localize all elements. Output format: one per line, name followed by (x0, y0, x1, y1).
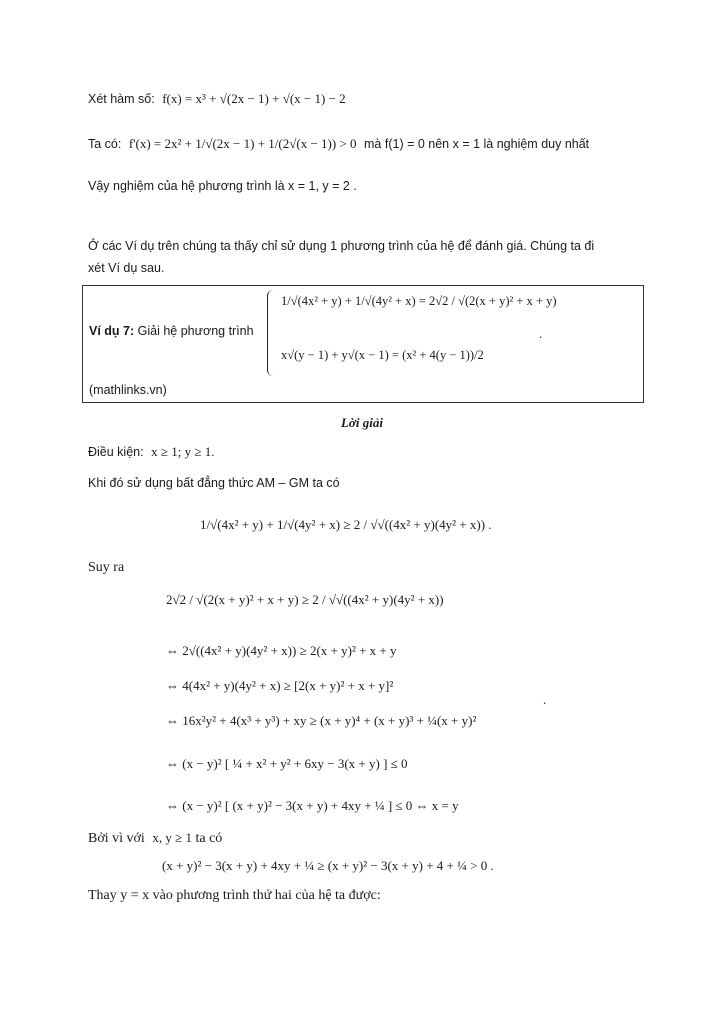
boi-vi-suffix: ta có (195, 831, 223, 846)
condition-math: x ≥ 1; y ≥ 1. (151, 444, 215, 459)
derivation-step-5: ⇔ (x − y)² [ (x + y)² − 3(x + y) + 4xy + ¼ ] ≤ 0 ⇔ x = y (166, 798, 459, 813)
boi-vi-line (88, 830, 222, 847)
suy-ra-label: Suy ra (88, 560, 125, 575)
intro-line-2 (88, 136, 589, 152)
amgm-inequality: 1/√(4x² + y) + 1/√(4y² + x) ≥ 2 / √√((4x² + y)(4y² + x)) . (200, 517, 492, 532)
system-brace (267, 290, 276, 376)
substitution-line: Thay y = x vào phương trình thứ hai của hệ ta được: (88, 888, 381, 903)
amgm-line: Khi đó sử dụng bất đẳng thức AM – GM ta có (88, 476, 340, 490)
derivation-step-2: ⇔ 4(4x² + y)(4y² + x) ≥ [2(x + y)² + x + y]² (166, 678, 394, 693)
intro-line-1 (88, 91, 346, 107)
intro-line-2-math: f'(x) = 2x² + 1/√(2x − 1) + 1/(2√(x − 1)) > 0 (128, 136, 357, 151)
system-equation-1: 1/√(4x² + y) + 1/√(4y² + x) = 2√2 / √(2(x + y)² + x + y) (281, 294, 557, 308)
intro-line-3: Vậy nghiệm của hệ phương trình là x = 1, y = 2 . (88, 179, 357, 193)
derivation-step-4: ⇔ (x − y)² [ ¼ + x² + y² + 6xy − 3(x + y) ] ≤ 0 (166, 756, 408, 771)
example-label: Ví dụ 7: (89, 324, 135, 338)
positivity-inequality: (x + y)² − 3(x + y) + 4xy + ¼ ≥ (x + y)² − 3(x + y) + 4 + ¼ > 0 . (162, 858, 494, 873)
intro-line-2-suffix: mà f(1) = 0 nên x = 1 là nghiệm duy nhất (364, 137, 590, 151)
intro-line-2-label: Ta có: (88, 137, 122, 151)
boi-vi-label: Bởi vì với (88, 831, 145, 846)
derivation-step-1: ⇔ 2√((4x² + y)(4y² + x)) ≥ 2(x + y)² + x + y (166, 643, 397, 658)
derivation-period: . (543, 692, 547, 707)
example-source: (mathlinks.vn) (89, 383, 167, 397)
observation-line-1: Ở các Ví dụ trên chúng ta thấy chỉ sử dụng 1 phương trình của hệ để đánh giá. Chúng ta đi (88, 239, 595, 253)
system-equation-2: x√(y − 1) + y√(x − 1) = (x² + 4(y − 1))/2 (281, 348, 484, 362)
example-title (89, 324, 254, 338)
intro-line-1-math: f(x) = x³ + √(2x − 1) + √(x − 1) − 2 (162, 91, 346, 106)
solution-heading: Lời giải (340, 415, 383, 430)
system-period: . (539, 326, 543, 341)
example-box (82, 285, 644, 403)
derivation-step-3: ⇔ 16x²y² + 4(x³ + y³) + xy ≥ (x + y)⁴ + (x + y)³ + ¼(x + y)² (166, 713, 477, 728)
example-text: Giải hệ phương trình (137, 324, 254, 338)
boi-vi-math: x, y ≥ 1 (152, 830, 192, 845)
derivation-step-0: 2√2 / √(2(x + y)² + x + y) ≥ 2 / √√((4x² + y)(4y² + x)) (166, 592, 444, 607)
intro-line-1-label: Xét hàm số: (88, 92, 155, 106)
condition-label: Điều kiện: (88, 445, 144, 459)
condition-line (88, 444, 214, 460)
observation-line-2: xét Ví dụ sau. (88, 261, 165, 275)
